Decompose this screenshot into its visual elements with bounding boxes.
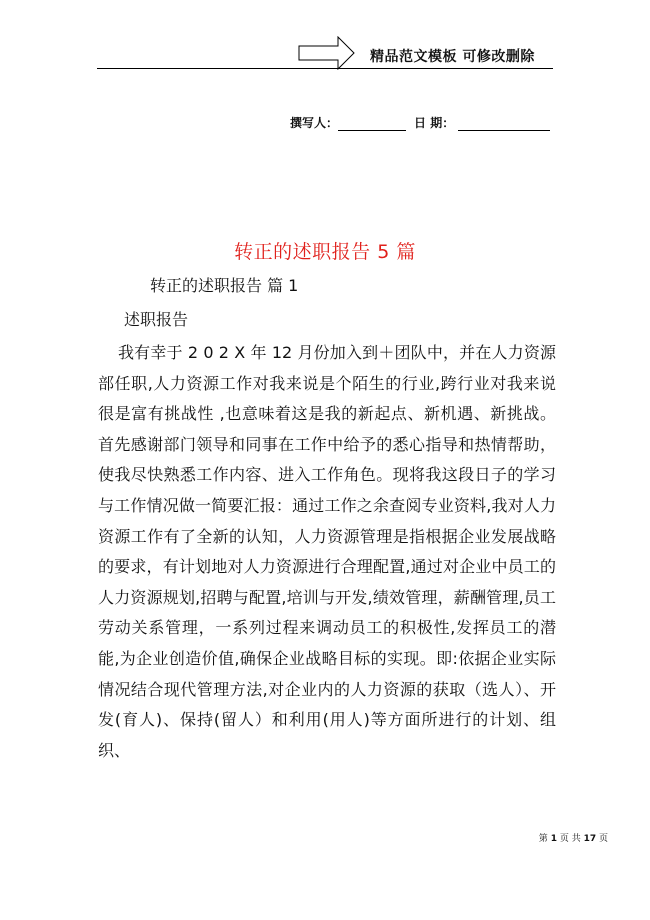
date-blank bbox=[458, 116, 550, 131]
sub-heading: 转正的述职报告 篇 1 bbox=[150, 276, 299, 295]
footer-suffix: 页 bbox=[598, 834, 608, 844]
meta-line bbox=[290, 114, 550, 131]
footer-prefix: 第 bbox=[538, 834, 548, 844]
document-title: 转正的述职报告 5 篇 bbox=[234, 241, 416, 263]
header-title: 精品范文模板 可修改删除 bbox=[370, 49, 535, 65]
total-page-count: 17 bbox=[583, 834, 597, 844]
writer-label: 撰写人： bbox=[290, 116, 339, 130]
footer-middle: 页 共 bbox=[559, 834, 581, 844]
writer-blank bbox=[338, 116, 406, 131]
current-page-number: 1 bbox=[550, 834, 557, 844]
section-label: 述职报告 bbox=[124, 310, 189, 329]
page-footer bbox=[539, 831, 608, 844]
header-divider bbox=[97, 68, 553, 69]
body-paragraph: 我有幸于 2 0 2 X 年 12 月份加入到＋团队中，并在人力资源部任职,人力资源工作对我来说是个陌生的行业,跨行业对我来说很是富有挑战性 ,也意味着这是我的新起点、新机遇、新挑战。首先感谢部门领导和同事在工作中给予的悉心指导和热情帮助，使我尽快熟悉工作内容、进入工作角色。现将我这段日子的学习与工作情况做一简要汇报：通过工作之余查阅专业资料,我对人力资源工作有了全新的认知，人力资源管理是指根据企业发展战略的要求，有计划地对人力资源进行合理配置,通过对企业中员工的人力资源规划,招聘与配置,培训与开发,绩效管理，薪酬管理,员工劳动关系管理，一系列过程来调动员工的积极性,发挥员工的潜能,为企业创造价值,确保企业战略目标的实现。即:依据企业实际情况结合现代管理方法,对企业内的人力资源的获取（选人）、开发(育人)、保持(留人）和利用(用人)等方面所进行的计划、组织、 bbox=[98, 343, 556, 760]
arrow-right-icon bbox=[298, 36, 356, 70]
date-label: 日 期： bbox=[414, 116, 455, 130]
